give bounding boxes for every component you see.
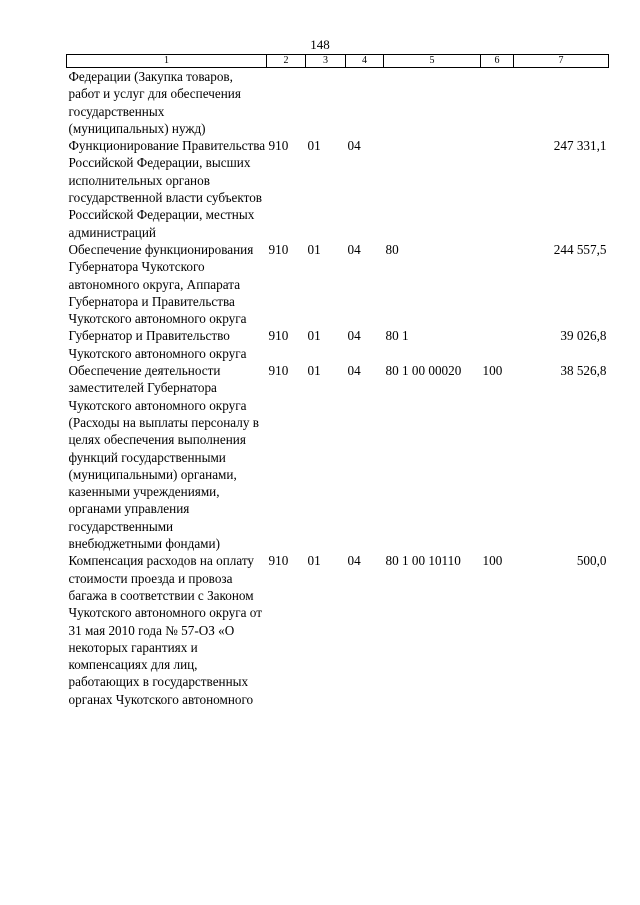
table-row [67, 68, 609, 138]
row-col2: 910 [268, 328, 289, 344]
row-name: Обеспечение функционирования Губернатора Чукотского автономного округа, Аппарата Губернатора и Правительства Чукотского автономного округа [68, 241, 254, 327]
row-amount: 39 026,8 [560, 328, 607, 344]
header-cell-4: 4 [346, 55, 384, 68]
row-name: Функционирование Правительства Российской Федерации, высших исполнительных органов государственной власти субъектов Российской Федерации, местных администраций [68, 138, 266, 240]
header-cell-6: 6 [481, 55, 514, 68]
row-col6 [481, 137, 514, 241]
row-col6: 100 [482, 553, 503, 569]
row-col2: 910 [268, 363, 289, 379]
table-row [67, 362, 609, 552]
row-name: Обеспечение деятельности заместителей Губернатора Чукотского автономного округа (Расходы на выплаты персоналу в целях обеспечения выполнения функций государственными (муниципальными) органами, казенными учреждениями, органами управления государственными внебюджетными фондами) [68, 363, 259, 552]
row-col3: 01 [307, 363, 321, 379]
row-amount: 247 331,1 [553, 138, 607, 154]
row-col6: 100 [482, 363, 503, 379]
row-amount: 500,0 [576, 553, 607, 569]
row-col4 [346, 68, 384, 138]
table-row [67, 552, 609, 708]
header-cell-1: 1 [67, 55, 267, 68]
row-col5: 80 [385, 241, 399, 257]
row-amount: 244 557,5 [553, 241, 607, 257]
row-col5: 80 1 00 10110 [385, 553, 461, 569]
row-col3: 01 [307, 553, 321, 569]
row-col2 [267, 68, 306, 138]
row-col6 [481, 68, 514, 138]
row-col4: 04 [347, 363, 361, 379]
row-col4: 04 [347, 328, 361, 344]
row-amount [514, 68, 609, 138]
header-cell-3: 3 [306, 55, 346, 68]
row-col2: 910 [268, 553, 289, 569]
row-col4: 04 [347, 553, 361, 569]
row-col2: 910 [268, 138, 289, 154]
row-col5 [384, 68, 481, 138]
table-row [67, 241, 609, 327]
page-number: 148 [310, 37, 330, 52]
header-cell-2: 2 [267, 55, 306, 68]
row-col3: 01 [307, 138, 321, 154]
row-col6 [481, 327, 514, 362]
row-name: Компенсация расходов на оплату стоимости проезда и провоза багажа в соответствии с Законом Чукотского автономного округа от 31 мая 2010 года № 57-ОЗ «О некоторых гарантиях и компенсациях для лиц, работающих в государственных органах Чукотского автономного [68, 553, 262, 707]
table-row [67, 137, 609, 241]
row-col4: 04 [347, 241, 361, 257]
table-row [67, 327, 609, 362]
header-row [67, 55, 609, 68]
row-col4: 04 [347, 138, 361, 154]
row-col5: 80 1 [385, 328, 409, 344]
row-col2: 910 [268, 241, 289, 257]
budget-table [66, 54, 609, 708]
row-col3: 01 [307, 328, 321, 344]
row-name: Губернатор и Правительство Чукотского автономного округа [68, 328, 247, 361]
row-amount: 38 526,8 [560, 363, 607, 379]
row-col5 [384, 137, 481, 241]
table-header [67, 55, 609, 68]
header-cell-7: 7 [514, 55, 609, 68]
row-col3: 01 [307, 241, 321, 257]
header-cell-5: 5 [384, 55, 481, 68]
row-col3 [306, 68, 346, 138]
row-col5: 80 1 00 00020 [385, 363, 462, 379]
row-col6 [481, 241, 514, 327]
row-name: Федерации (Закупка товаров, работ и услуг для обеспечения государственных (муниципальных) нужд) [68, 69, 241, 136]
